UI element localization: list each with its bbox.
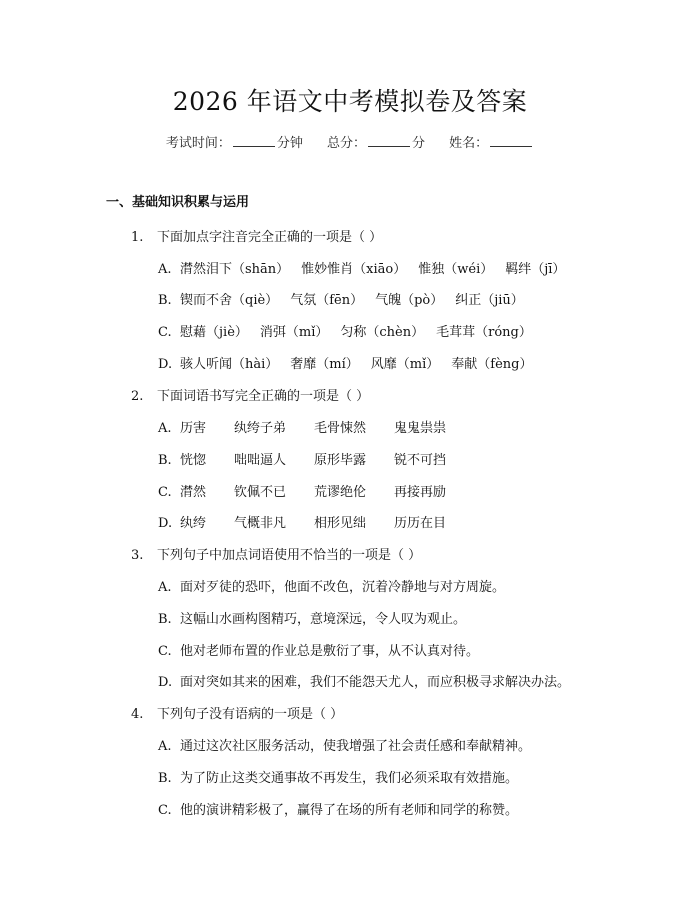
option-letter: D. xyxy=(158,516,173,531)
option-text: 他对老师布置的作业总是敷衍了事，从不认真对待。 xyxy=(180,644,480,659)
option-1c xyxy=(158,321,544,340)
option-text: 这幅山水画构图精巧，意境深远，令人叹为观止。 xyxy=(180,612,467,627)
option-item: 历害 xyxy=(180,421,207,436)
question-number: 1. xyxy=(131,230,144,245)
option-2c xyxy=(158,481,446,500)
option-1b xyxy=(158,289,536,308)
option-text: 通过这次社区服务活动，使我增强了社会责任感和奉献精神。 xyxy=(180,739,532,754)
option-item: 潸然泪下（shān） xyxy=(180,262,290,277)
option-item: 纨绔 xyxy=(180,516,207,531)
option-4c xyxy=(158,799,518,818)
option-item: 毛茸茸（róng） xyxy=(436,325,532,340)
question-stem: 下面加点字注音完全正确的一项是（ ） xyxy=(157,230,383,245)
question-stem: 下列句子中加点词语使用不恰当的一项是（ ） xyxy=(157,548,422,563)
question-3 xyxy=(131,544,421,563)
option-3c xyxy=(158,640,479,659)
option-3d xyxy=(158,671,570,690)
option-item: 气魄（pò） xyxy=(375,293,444,308)
option-item: 纨绔子弟 xyxy=(234,421,287,436)
time-blank xyxy=(233,134,275,147)
option-letter: D. xyxy=(158,675,173,690)
option-text: 面对歹徒的恐吓，他面不改色，沉着冷静地与对方周旋。 xyxy=(180,580,506,595)
option-item: 惟妙惟肖（xiāo） xyxy=(301,262,407,277)
option-item: 骇人听闻（hài） xyxy=(180,357,279,372)
option-item: 锲而不舍（qiè） xyxy=(180,293,279,308)
option-2d xyxy=(158,512,446,531)
option-item: 咄咄逼人 xyxy=(234,453,287,468)
option-item: 相形见绌 xyxy=(314,516,367,531)
exam-meta xyxy=(0,132,700,151)
option-item: 原形毕露 xyxy=(314,453,367,468)
option-letter: C. xyxy=(158,803,172,818)
name-field xyxy=(449,136,534,151)
option-item: 羁绊（jī） xyxy=(505,262,566,277)
question-4 xyxy=(131,703,343,722)
option-letter: B. xyxy=(158,771,172,786)
score-label: 总分： xyxy=(326,136,366,151)
option-letter: B. xyxy=(158,293,172,308)
option-1a xyxy=(158,258,577,277)
option-letter: C. xyxy=(158,644,172,659)
name-blank xyxy=(490,134,532,147)
time-label: 考试时间： xyxy=(165,136,231,151)
option-item: 再接再励 xyxy=(394,485,447,500)
option-letter: A. xyxy=(158,421,172,436)
question-number: 3. xyxy=(131,548,144,563)
option-letter: A. xyxy=(158,262,172,277)
option-item: 奢靡（mí） xyxy=(290,357,359,372)
option-1d xyxy=(158,353,544,372)
option-item: 气概非凡 xyxy=(234,516,287,531)
section-heading: 一、基础知识积累与运用 xyxy=(106,195,250,210)
option-item: 荒谬绝伦 xyxy=(314,485,367,500)
option-item: 气氛（fēn） xyxy=(290,293,364,308)
option-letter: B. xyxy=(158,612,172,627)
option-item: 风靡（mǐ） xyxy=(370,357,440,372)
option-item: 匀称（chèn） xyxy=(340,325,425,340)
question-1 xyxy=(131,226,382,245)
option-letter: C. xyxy=(158,325,172,340)
time-unit: 分钟 xyxy=(276,136,303,151)
option-item: 慰藉（jiè） xyxy=(180,325,248,340)
option-text: 面对突如其来的困难，我们不能怨天尤人，而应积极寻求解决办法。 xyxy=(180,675,571,690)
score-unit: 分 xyxy=(412,136,426,151)
option-item: 鬼鬼祟祟 xyxy=(394,421,447,436)
option-item: 消弭（mǐ） xyxy=(259,325,329,340)
option-text: 他的演讲精彩极了，赢得了在场的所有老师和同学的称赞。 xyxy=(180,803,519,818)
question-stem: 下列句子没有语病的一项是（ ） xyxy=(157,707,344,722)
option-item: 奉献（fèng） xyxy=(451,357,533,372)
question-number: 2. xyxy=(131,389,144,404)
option-item: 锐不可挡 xyxy=(394,453,447,468)
score-blank xyxy=(368,134,410,147)
question-number: 4. xyxy=(131,707,144,722)
option-item: 纠正（jiū） xyxy=(455,293,524,308)
question-2 xyxy=(131,385,369,404)
option-2b xyxy=(158,449,446,468)
option-letter: C. xyxy=(158,485,172,500)
option-3a xyxy=(158,576,505,595)
time-field xyxy=(166,136,307,151)
option-item: 潸然 xyxy=(180,485,207,500)
option-4a xyxy=(158,735,531,754)
option-item: 惟独（wéi） xyxy=(418,262,494,277)
option-item: 恍惚 xyxy=(180,453,207,468)
option-item: 毛骨悚然 xyxy=(314,421,367,436)
score-field xyxy=(327,136,429,151)
option-item: 钦佩不已 xyxy=(234,485,287,500)
option-letter: A. xyxy=(158,739,172,754)
option-item: 历历在目 xyxy=(394,516,447,531)
page-title: 2026 年语文中考模拟卷及答案 xyxy=(172,87,528,116)
option-2a xyxy=(158,417,446,436)
option-letter: D. xyxy=(158,357,173,372)
name-label: 姓名： xyxy=(449,136,489,151)
question-stem: 下面词语书写完全正确的一项是（ ） xyxy=(157,389,370,404)
option-letter: B. xyxy=(158,453,172,468)
option-text: 为了防止这类交通事故不再发生，我们必须采取有效措施。 xyxy=(180,771,519,786)
option-letter: A. xyxy=(158,580,172,595)
option-4b xyxy=(158,767,518,786)
option-3b xyxy=(158,608,466,627)
